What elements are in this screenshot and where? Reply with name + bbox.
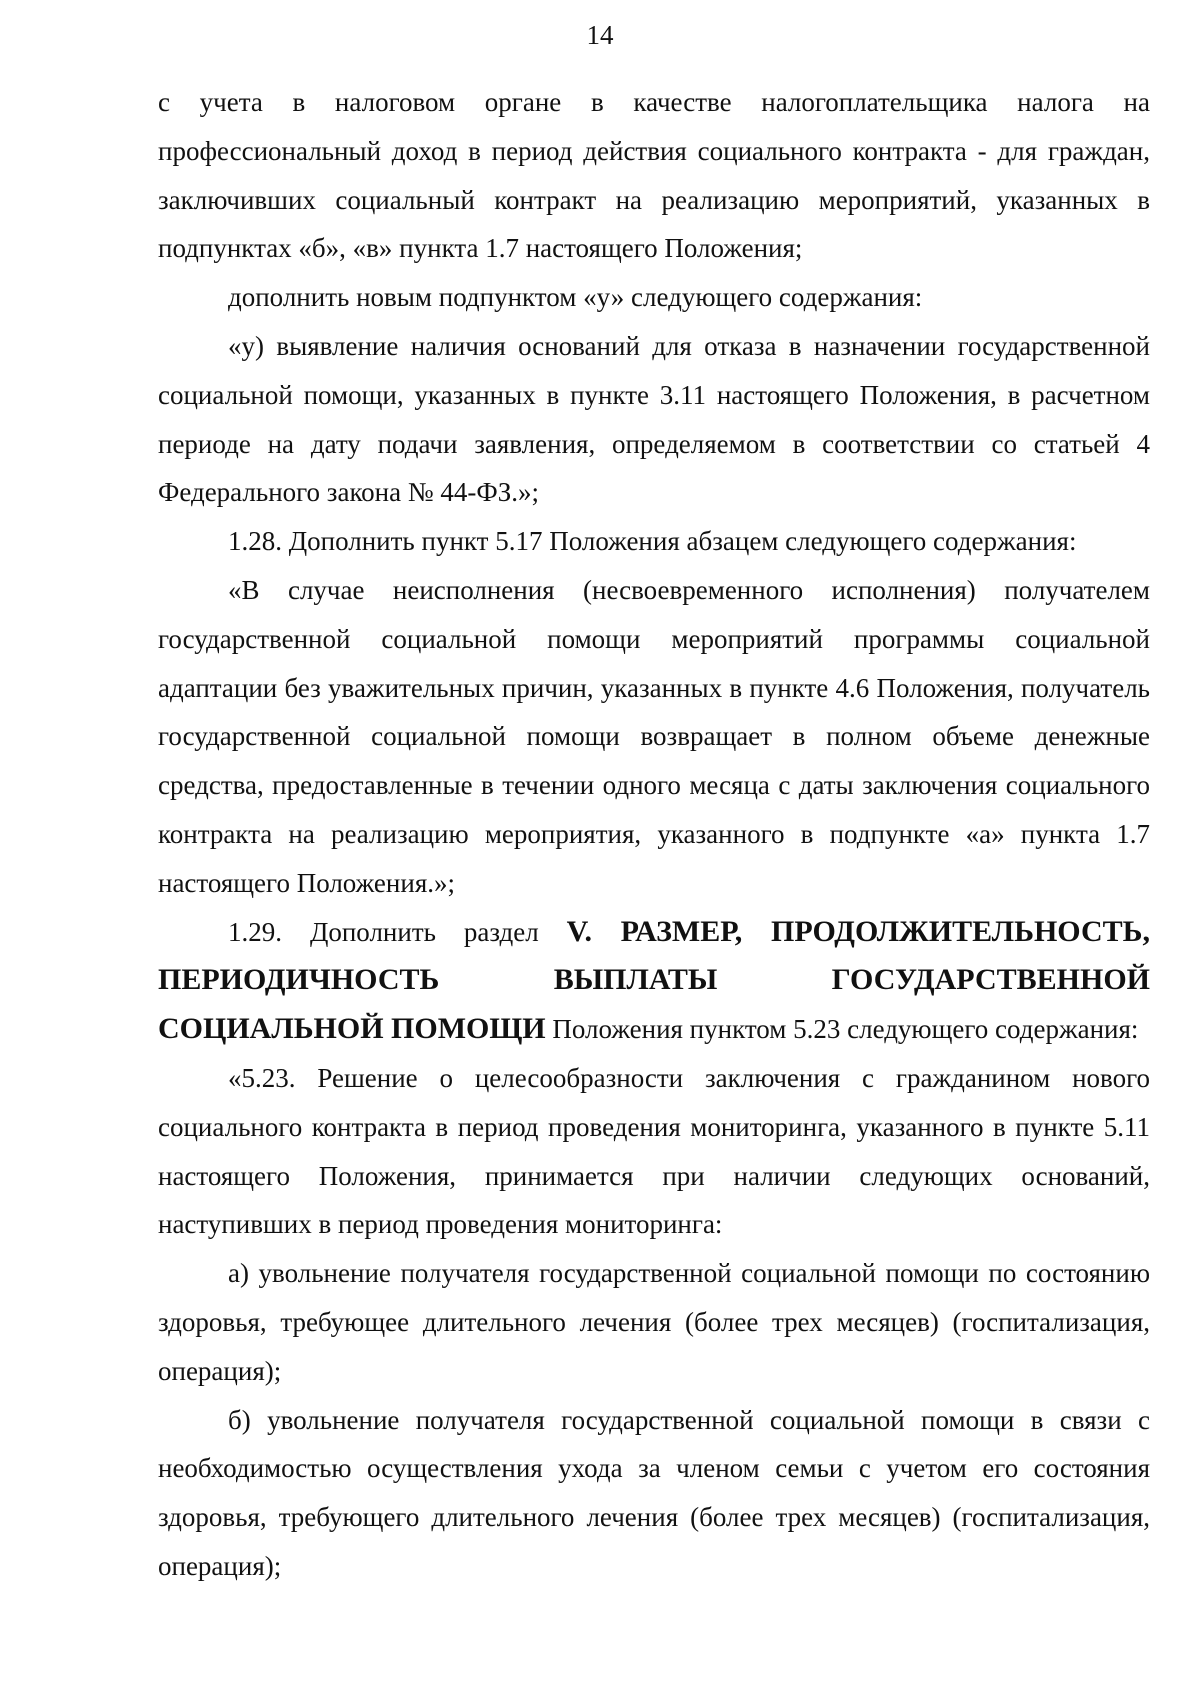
paragraph-item-1-28: 1.28. Дополнить пункт 5.17 Положения абзацем следующего содержания:	[228, 526, 1077, 557]
paragraph-subclause-a: а) увольнение получателя государственной социальной помощи по состоянию здоровья, требующее длительного лечения (более трех месяцев) (госпитализация, операция);	[158, 1258, 1150, 1386]
paragraph-quoted-text: «В случае неисполнения (несвоевременного исполнения) получателем государственной социальной помощи мероприятий программы социальной адаптации без уважительных причин, указанных в пункте 4.6 Положения, получатель государственной социальной помощи возвращает в полном объеме денежные средства, предоставленные в течении одного месяца с даты заключения социального контракта на реализацию мероприятия, указанного в подпункте «а» пункта 1.7 настоящего Положения.»;	[158, 574, 1150, 898]
paragraph-subclause-u: «у) выявление наличия оснований для отказа в назначении государственной социальной помощи, указанных в пункте 3.11 настоящего Положения, в расчетном периоде на дату подачи заявления, определяемом в соответствии со статьей 4 Федерального закона № 44-ФЗ.»;	[158, 330, 1150, 508]
item-1-29-tail: Положения пунктом 5.23 следующего содержания:	[552, 1014, 1139, 1045]
paragraph-amendment-instruction: дополнить новым подпунктом «у» следующего содержания:	[228, 282, 923, 313]
paragraph-subclause-b: б) увольнение получателя государственной социальной помощи в связи с необходимостью осуществления ухода за членом семьи с учетом его состояния здоровья, требующего длительного лечения (более трех месяцев) (госпитализация, операция);	[158, 1404, 1150, 1581]
document-body	[158, 78, 1150, 1591]
paragraph-clause-5-23: «5.23. Решение о целесообразности заключения с гражданином нового социального контракта в период проведения мониторинга, указанного в пункте 5.11 настоящего Положения, принимается при наличии следующих оснований, наступивших в период проведения мониторинга:	[158, 1062, 1150, 1240]
paragraph-continuation: с учета в налоговом органе в качестве налогоплательщика налога на профессиональный доход в период действия социального контракта - для граждан, заключивших социальный контракт на реализацию мероприятий, указанных в подпунктах «б», «в» пункта 1.7 настоящего Положения;	[158, 87, 1150, 264]
page-number: 14	[586, 20, 614, 50]
paragraph-item-1-29	[158, 908, 1150, 1054]
section-title-bold: V. РАЗМЕР, ПРОДОЛЖИТЕЛЬНОСТЬ, ПЕРИОДИЧНОСТЬ ВЫПЛАТЫ ГОСУДАРСТВЕННОЙ СОЦИАЛЬНОЙ ПОМОЩИ	[158, 914, 1150, 1046]
item-1-29-lead: 1.29. Дополнить раздел	[228, 916, 539, 947]
